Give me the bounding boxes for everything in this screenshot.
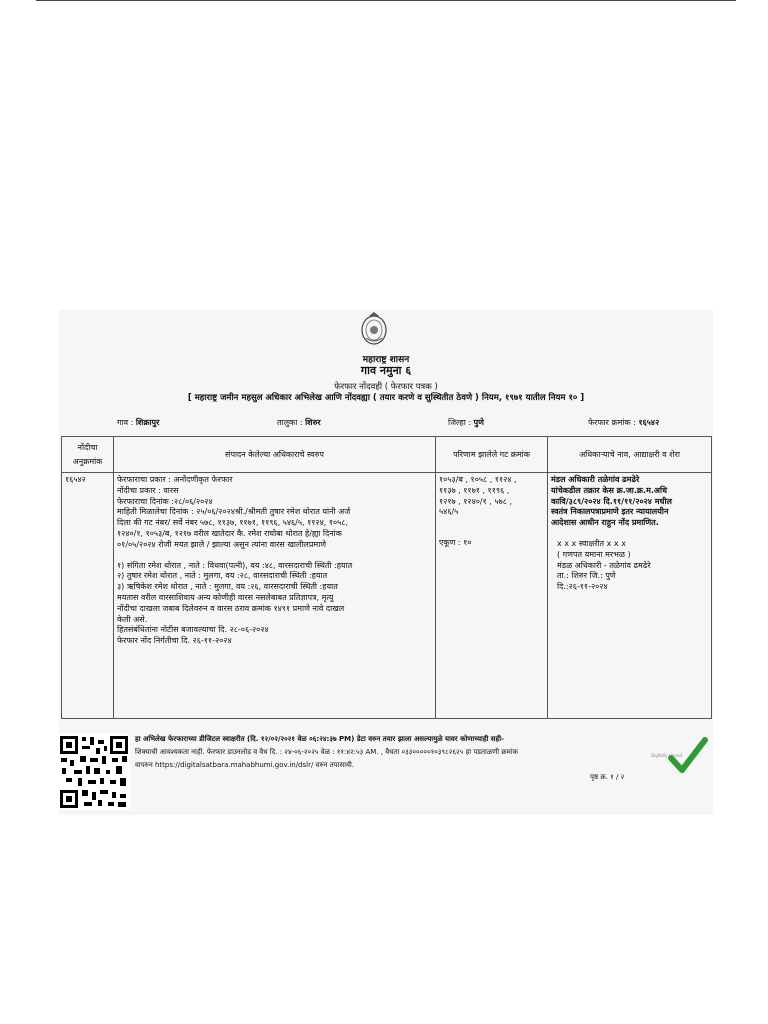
col-header-serial: नोंदीचा अनुक्रमांक [62, 437, 114, 473]
officer-remark-line: कावि/३८९/२०२४ दि.११/११/२०२४ मधील [551, 496, 672, 506]
ferfar-number-field [588, 417, 659, 428]
nature-line: मयतास वरील वारसाशिवाय अन्य कोणीही वारस नसलेबाबत प्रतिज्ञापत्र, मृत्यु [117, 592, 334, 602]
ferfar-table [61, 436, 712, 719]
top-rule [36, 0, 736, 1]
nature-line: नोंदीचा प्रकार : वारस [117, 485, 179, 495]
govt-heading: महाराष्ट्र शासन [362, 355, 410, 365]
nature-line: दिला की गट नंबर/ सर्वे नंबर ५७८, ११३७, ११७१, ११९६, ५४६/५, ११२४, १०५८, [117, 518, 349, 528]
officer-spacer [551, 529, 708, 539]
gat-spacer [439, 518, 544, 528]
nature-line: ०१/०५/२०२४ रोजी मयत झाले / झाल्या असुन त्यांना वारस खालीलप्रमाणे [117, 539, 327, 549]
taluka-value: शिरुर [305, 418, 321, 427]
table-header-row [62, 437, 712, 473]
gat-line: ५४६/५ [439, 507, 459, 517]
gat-line: ११३७ , ११७१ , ११९६ , [439, 485, 510, 495]
officer-remark-line: मंडल अधिकारी तळेगांव ढमढेरे [551, 475, 640, 484]
digital-signature-caption: Digitally signed [651, 753, 682, 758]
officer-location: ता.: शिरुर जि.: पुणे [557, 571, 616, 581]
district-value: पुणे [473, 418, 484, 427]
col-header-officer: अधिकाऱ्याचे नाव, आद्याक्षरी व शेरा [548, 437, 712, 473]
village-value: शिक्रापुर [135, 418, 160, 427]
heir-line: २) तुषार रमेश थोरात , नाते : मुलगा, वय :२८, वारसदाराची स्थिती :हयात [117, 571, 328, 581]
nature-line: माहिती मिळालेचा दिनांक : २५/०६/२०२४श्री./श्रीमती तुषार रमेश थोरात यांनी अर्ज [117, 507, 351, 517]
gat-total: एकूण : १० [439, 538, 472, 548]
district-label: जिल्हा : [448, 418, 472, 427]
ferfar-number-label: फेरफार क्रमांक : [588, 418, 636, 427]
page-number: पृष्ठ क्र. १ / २ [590, 773, 625, 781]
officer-cell [548, 473, 712, 719]
heir-line: १) संगिता रमेश थोरात , नाते : विधवा(पत्नी), वय :४८, वारसदाराची स्थिती :हयात [117, 560, 353, 570]
officer-designation: मंडळ अधिकारी - तळेगांव ढमढेरे [557, 560, 651, 570]
footer-note-line: शिक्याची आवश्यकता नाही. फेरफार डाउनलोड व वैध दि. : २४-०६-२०२५ वेळ : ११:४२:५३ AM. , वैधता ०३३०००००१०३९८२६२५ हा पडताळणी क्रमांक [135, 748, 519, 756]
gat-line: १०५३/ब , १०५८ , ११२४ , [439, 475, 517, 484]
heir-line: ३) ऋषिकेश रमेश थोरात , नाते : मुलगा, वय :२६, वारसदाराची स्थिती :हयात [117, 582, 338, 592]
rule-line: [ महाराष्ट्र जमीन महसुल अधिकार अभिलेख आणि नोंदवह्या ( तयार करणे व सुस्थितीत ठेवणे ) नियम, १९७१ यातील नियम १० ] [187, 393, 585, 403]
form-title: गाव नमुना ६ [360, 364, 412, 377]
nature-line: १२४०/१, १०५३/ब, १२१७ वरील खातेदार कै. रमेश राघोबा थोरात हे/ह्या दिनांक [117, 528, 342, 538]
form-subtitle: फेरफार नोंदवही ( फेरफार पत्रक ) [334, 382, 438, 392]
nature-line: नोंदीचा दाखला जबाब दिलेवरुन व वारस ठराव क्रमांक १४९१ प्रमाणे नावे दाखल [117, 603, 345, 613]
nature-line: फेरफाराचा दिनांक :२८/०६/२०२४ [117, 496, 213, 506]
serial-cell [62, 473, 114, 719]
officer-remark-line: स्वतंत्र निकालपत्राप्रमाणे इतर न्यायालयीन [551, 507, 669, 517]
taluka-label: तालुका : [277, 418, 303, 427]
officer-name: ( गणपत यमाना मरभळ ) [557, 549, 631, 559]
officer-remark-line: यांचेकडील तक्रार केस क्र.जा.क्र.म.अधि [551, 485, 668, 495]
gat-spacer [439, 528, 544, 538]
footer-note-line: हा अभिलेख फेरफाराच्या डीजिटल स्वाक्षरीत (दि. १२/०२/२०२१ वेळ ०६:२४:३७ PM) डेटा वरुन तयार झाला असल्यामुळे यावर कोणाच्याही सही- [135, 735, 504, 743]
col-header-nature: संपादन केलेल्या अधिकाराचे स्वरुप [114, 437, 436, 473]
village-field [117, 417, 159, 428]
officer-remark-line: आदेशास आधीन राहुन नोंद प्रमाणित. [551, 518, 659, 528]
officer-sign-date: दि.:२६-११-२०२४ [557, 582, 608, 592]
village-label: गाव : [117, 418, 134, 427]
nature-line: केली असे. [117, 614, 148, 624]
gat-line: १२१७ , १२४०/१ , ५७८ , [439, 496, 512, 506]
district-field [448, 417, 484, 428]
nature-line: फेरफाराचा प्रकार : अनोंदणीकृत फेरफार [117, 475, 233, 484]
table-row [62, 473, 712, 719]
serial-number: १६५४२ [65, 475, 86, 484]
col-header-gat: परिणाम झालेले गट क्रमांक [436, 437, 548, 473]
qr-code-icon [58, 734, 130, 810]
signed-marker: x x x स्वाक्षरीत x x x [557, 538, 626, 548]
nature-cell [114, 473, 436, 719]
verified-checkmark-icon [668, 736, 708, 776]
footer-verify-link[interactable]: वापरुन https://digitalsatbara.mahabhumi.gov.in/dslr/ वरुन तपासावी. [135, 761, 354, 769]
taluka-field [277, 417, 321, 428]
notice-date-line: हितसंबंधितांना नोटीस बजावल्याचा दि. २८-०६-२०२४ [117, 625, 269, 635]
government-seal-icon [359, 312, 389, 346]
nature-spacer [117, 551, 432, 561]
disposal-date-line: फेरफार नोंद निर्गतीचा दि. २६-११-२०२४ [117, 636, 232, 646]
ferfar-number-value: १६५४२ [638, 418, 660, 427]
gat-cell [436, 473, 548, 719]
